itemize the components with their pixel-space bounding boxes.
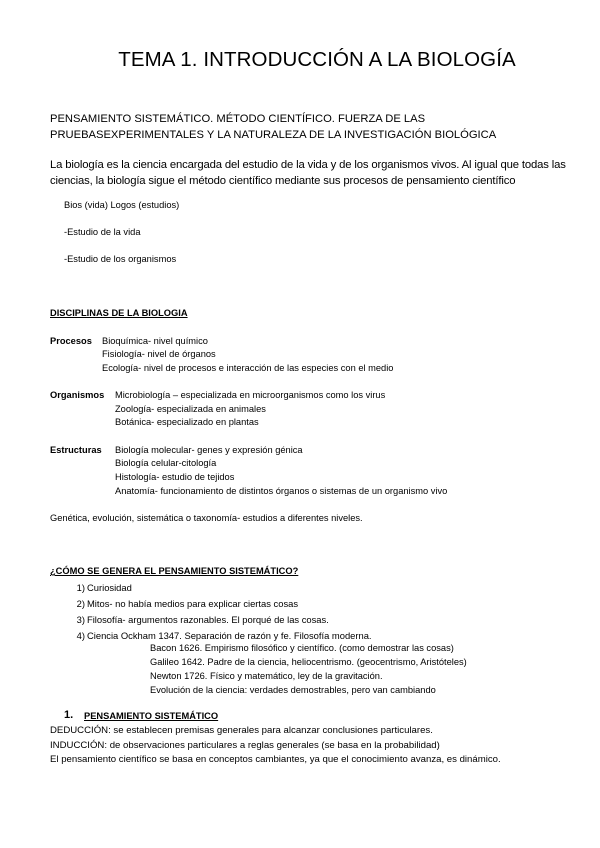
list-item: Anatomía- funcionamiento de distintos órganos o sistemas de un organismo vivo (115, 486, 448, 496)
section-subheading: PENSAMIENTO SISTEMÁTICO. MÉTODO CIENTÍFICO. FUERZA DE LAS PRUEBASEXPERIMENTALES Y LA NATURALEZA DE LA INVESTIGACIÓN BIOLÓGICA (50, 113, 497, 141)
list-item: Mitos- no había medios para explicar ciertas cosas (87, 598, 299, 609)
list-item: Biología celular-citología (115, 458, 217, 468)
procesos-label: Procesos (50, 336, 92, 346)
closing-line: El pensamiento científico se basa en conceptos cambiantes, ya que el conocimiento avanza, es dinámico. (50, 754, 501, 765)
organismos-label: Organismos (50, 390, 105, 400)
induccion-text: de observaciones particulares a reglas generales (se basa en la probabilidad) (107, 740, 440, 751)
pensamiento-heading: ¿CÓMO SE GENERA EL PENSAMIENTO SISTEMÁTICO? (50, 566, 299, 576)
list-item: Biología molecular- genes y expresión génica (115, 445, 303, 455)
section1-heading: PENSAMIENTO SISTEMÁTICO (84, 711, 219, 721)
page-title: TEMA 1. INTRODUCCIÓN A LA BIOLOGÍA (118, 48, 516, 71)
list-number: 1) (76, 582, 85, 593)
list-subitem: Evolución de la ciencia: verdades demostrables, pero van cambiando (150, 685, 436, 695)
list-subitem: Newton 1726. Físico y matemático, ley de la gravitación. (150, 671, 383, 681)
list-item: Bioquímica- nivel químico (102, 336, 208, 346)
deduccion-label: DEDUCCIÓN: (50, 725, 111, 736)
induccion-label: INDUCCIÓN: (50, 740, 108, 751)
section-number: 1. (64, 709, 74, 721)
etymology-line: Bios (vida) Logos (estudios) (64, 200, 180, 210)
list-number: 2) (76, 598, 85, 609)
etymology-organisms: -Estudio de los organismos (64, 254, 177, 264)
disciplinas-heading: DISCIPLINAS DE LA BIOLOGIA (50, 308, 188, 318)
list-item: Zoología- especializada en animales (115, 404, 266, 414)
estructuras-label: Estructuras (50, 445, 102, 455)
list-item: Ciencia Ockham 1347. Separación de razón y fe. Filosofía moderna. (87, 630, 372, 641)
deduccion-line (50, 725, 433, 736)
list-number: 3) (76, 614, 85, 625)
list-item: Filosofía- argumentos razonables. El porqué de las cosas. (87, 614, 329, 625)
etymology-life: -Estudio de la vida (64, 227, 141, 237)
induccion-line (50, 740, 440, 751)
list-item: Curiosidad (87, 582, 132, 593)
list-item: Microbiología – especializada en microorganismos como los virus (115, 390, 386, 400)
disciplinas-note: Genética, evolución, sistemática o taxonomía- estudios a diferentes niveles. (50, 513, 363, 523)
intro-paragraph: La biología es la ciencia encargada del estudio de la vida y de los organismos vivos. Al igual que todas las ciencias, la biología sigue el método científico mediante sus procesos de pensamiento científico (50, 159, 566, 187)
list-item: Histología- estudio de tejidos (115, 472, 235, 482)
list-subitem: Bacon 1626. Empirismo filosófico y científico. (como demostrar las cosas) (150, 643, 454, 653)
list-number: 4) (76, 630, 85, 641)
list-item: Ecología- nivel de procesos e interacción de las especies con el medio (102, 363, 394, 373)
list-item: Fisiología- nivel de órganos (102, 349, 216, 359)
list-item: Botánica- especializado en plantas (115, 417, 259, 427)
list-subitem: Galileo 1642. Padre de la ciencia, heliocentrismo. (geocentrismo, Aristóteles) (150, 657, 467, 667)
deduccion-text: se establecen premisas generales para alcanzar conclusiones particulares. (110, 725, 433, 736)
